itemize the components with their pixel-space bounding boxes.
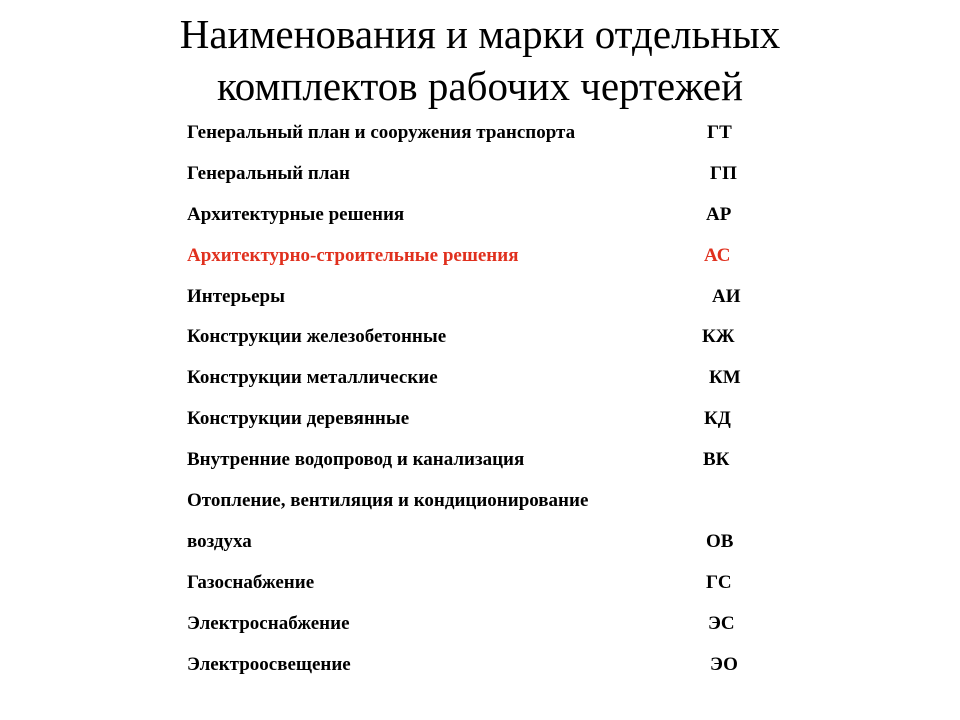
set-name: Электроснабжение [187, 612, 350, 634]
list-item-es [187, 610, 807, 651]
set-code: ЭС [708, 612, 735, 634]
list-item-kzh [187, 323, 807, 364]
title-line-2: комплектов рабочих чертежей [216, 63, 744, 109]
set-code: АС [704, 244, 731, 266]
set-name: воздуха [187, 530, 252, 552]
set-name: Конструкции деревянные [187, 408, 410, 430]
list-item-as [187, 242, 807, 283]
list-item-ov-line-1 [187, 487, 807, 528]
set-name: Отопление, вентиляция и кондиционирование [187, 490, 589, 512]
list-item-km [187, 364, 807, 405]
set-code: КЖ [702, 326, 735, 348]
title-line-1: Наименования и марки отдельных [179, 11, 781, 57]
list-item-ov [187, 528, 807, 569]
set-code: ЭО [710, 653, 738, 675]
set-code: ГС [706, 571, 732, 593]
slide-title [0, 8, 960, 112]
set-code: ОВ [706, 530, 734, 552]
set-name: Интерьеры [187, 285, 285, 307]
set-name: Генеральный план и сооружения транспорта [187, 122, 576, 143]
list-item-gt [187, 119, 807, 160]
set-name: Конструкции железобетонные [187, 326, 447, 348]
list-item-vk [187, 446, 807, 487]
list-item-kd [187, 405, 807, 446]
set-name: Архитектурные решения [187, 203, 405, 225]
set-code: КД [704, 408, 731, 430]
drawing-sets-list [187, 119, 807, 691]
set-code: ВК [703, 449, 730, 471]
set-name: Газоснабжение [187, 571, 315, 593]
list-item-ar [187, 201, 807, 242]
set-name: Конструкции металлические [187, 367, 438, 389]
list-item-ai [187, 283, 807, 324]
list-item-gs [187, 569, 807, 610]
set-code: ГП [710, 162, 737, 184]
set-code: ГТ [707, 122, 732, 143]
set-name: Внутренние водопровод и канализация [187, 449, 525, 471]
list-item-gp [187, 160, 807, 201]
set-code: АР [706, 203, 732, 225]
set-code: КМ [709, 367, 741, 389]
list-item-eo [187, 651, 807, 692]
set-name: Генеральный план [187, 162, 350, 184]
set-code: АИ [712, 285, 741, 307]
set-name: Архитектурно-строительные решения [187, 244, 519, 266]
set-name: Электроосвещение [187, 653, 351, 675]
